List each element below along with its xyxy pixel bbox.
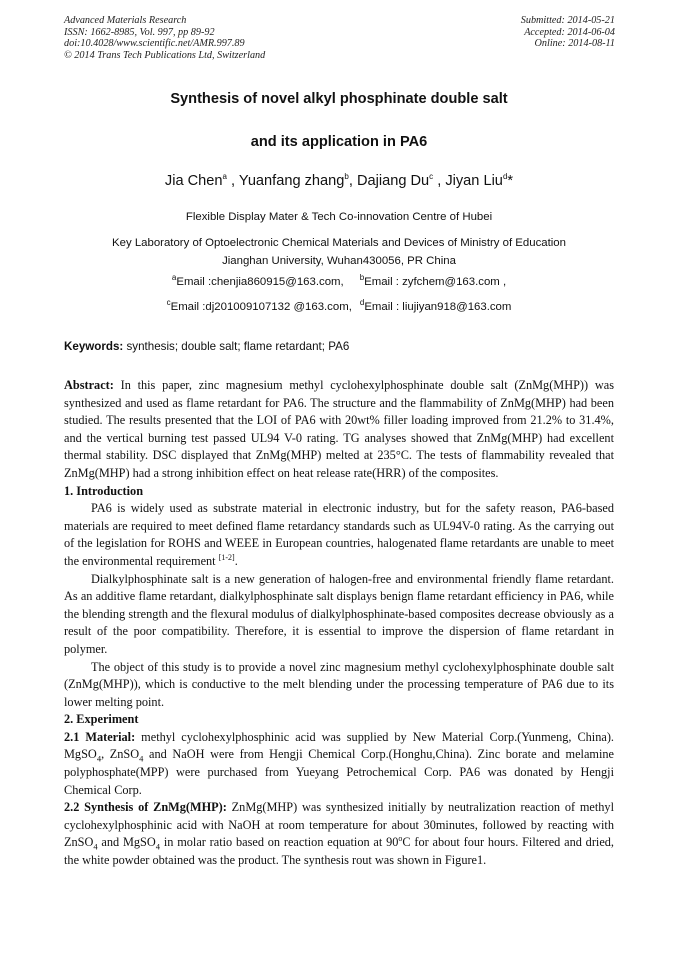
author-mark: c (429, 172, 434, 182)
author-list (30, 173, 648, 189)
author-separator: , (348, 173, 357, 189)
email-mark: a (171, 273, 177, 283)
journal-copyright: © 2014 Trans Tech Publications Ltd, Switzerland (64, 49, 266, 61)
corresponding-mark: * (507, 173, 514, 189)
citation: [1-2] (218, 552, 235, 562)
paper-title-line-1: Synthesis of novel alkyl phosphinate double salt (170, 91, 508, 107)
author-mark: a (222, 172, 227, 182)
email-c: Email :dj201009107132 @163.com, (170, 301, 352, 313)
journal-header (64, 15, 265, 61)
abstract (64, 377, 614, 483)
subscript: 4 (96, 753, 102, 764)
affiliation-line-3: Jianghan University, Wuhan430056, PR China (222, 255, 456, 267)
author-name: Jia Chen (164, 173, 223, 189)
author-mark: b (344, 172, 349, 182)
journal-issn: ISSN: 1662-8985, Vol. 997, pp 89-92 (64, 26, 215, 38)
author-name: Dajiang Du (356, 173, 430, 189)
keywords (64, 340, 349, 353)
synthesis-text: ZnMg(MHP) was synthesized initially by neutralization reaction of methyl cyclohexylphosphinic acid with NaOH at room temperature for about 30minutes, followed by reacting with ZnSO (64, 800, 614, 850)
email-mark: b (359, 273, 365, 283)
email-a: Email :chenjia860915@163.com, (176, 276, 344, 288)
author-name: Jiyan Liu (445, 173, 503, 189)
superscript: o (398, 834, 403, 844)
affiliation-line-2: Key Laboratory of Optoelectronic Chemical Materials and Devices of Ministry of Education (112, 237, 566, 249)
paper-body (64, 377, 614, 870)
abstract-text: In this paper, zinc magnesium methyl cyclohexylphosphinate double salt (ZnMg(MHP)) was synthesized and used as flame retardant for PA6. The structure and the flammability of ZnMg(MHP) had been studied. The results presented that the LOI of PA6 with 20wt% filler loading improved from 21.2% to 31.4%, and the vertical burning test passed UL94 V-0 rating. TG analyses showed that ZnMg(MHP) had excellent thermal stability. DSC displayed that ZnMg(MHP) melted at 235°C. The tests of flammability revealed that ZnMg(MHP) had a strong inhibition effect on heat release rate(HRR) of the composites. (64, 378, 614, 480)
intro-paragraph-1-end: . (234, 553, 238, 568)
subscript: 4 (93, 841, 98, 852)
email-b: Email : zyfchem@163.com , (364, 276, 507, 288)
journal-doi: doi:10.4028/www.scientific.net/AMR.997.89 (64, 38, 245, 50)
intro-paragraph-2: Dialkylphosphinate salt is a new generation of halogen-free and environmental friendly flame retardant. As an additive flame retardant, dialkylphosphinate salt displays benign flame retardant efficiency in PA6, while the blending strength and the flexural modulus of dialkylphosphinate-based composites decrease obviously as a result of the poor compatibility. Therefore, it is essential to improve the dispersion of flame retardant in polymer. (64, 571, 614, 656)
email-line-2 (30, 298, 648, 313)
date-accepted: Accepted: 2014-06-04 (524, 26, 615, 38)
material-text: , ZnSO (101, 747, 140, 762)
author-mark: d (502, 172, 508, 182)
author-separator: , (433, 173, 446, 189)
section-heading-introduction: 1. Introduction (64, 483, 144, 498)
subscript: 4 (155, 841, 161, 852)
email-d: Email : liujiyan918@163.com (364, 301, 512, 313)
date-online: Online: 2014-08-11 (534, 38, 615, 50)
journal-name: Advanced Materials Research (64, 15, 187, 26)
affiliation-line-1: Flexible Display Mater & Tech Co-innovation Centre of Hubei (185, 211, 493, 223)
intro-paragraph-1 (64, 500, 614, 570)
date-submitted: Submitted: 2014-05-21 (520, 15, 615, 26)
abstract-label: Abstract: (64, 378, 114, 392)
material-text: and NaOH were from Hengji Chemical Corp.(Honghu,China). Zinc borate and melamine polyphosphate(MPP) were purchased from Yueyang Petrochemical Corp. PA6 was donated by Hengji Chemical Corp. (64, 747, 614, 797)
material-label: 2.1 Material: (64, 729, 136, 744)
synthesis-paragraph (64, 799, 614, 869)
author-name: Yuanfang zhang (238, 173, 345, 189)
email-mark: d (359, 298, 365, 308)
author-separator: , (226, 173, 239, 189)
synthesis-text: in molar ratio based on reaction equation at 90 (160, 835, 399, 850)
material-paragraph (64, 729, 614, 799)
subscript: 4 (139, 753, 144, 764)
material-text: methyl cyclohexylphosphinic acid was supplied by New Material Corp.(Yunmeng, China). MgSO (64, 729, 614, 762)
intro-paragraph-3: The object of this study is to provide a novel zinc magnesium methyl cyclohexylphosphinate double salt (ZnMg(MHP)), which is conductive to the melt blending under the processing temperature of PA6 due to its lower melting point. (64, 659, 614, 709)
paper-title-line-2: and its application in PA6 (250, 134, 428, 150)
synthesis-label: 2.2 Synthesis of ZnMg(MHP): (64, 800, 227, 815)
synthesis-text: C for about four hours. Filtered and dried, the white powder obtained was the product. The synthesis rout was shown in Figure1. (64, 835, 615, 868)
section-heading-experiment: 2. Experiment (64, 712, 139, 727)
synthesis-text: and MgSO (97, 835, 156, 850)
email-line-1 (30, 273, 648, 288)
email-mark: c (166, 298, 171, 308)
date-header (521, 15, 615, 50)
keywords-text: synthesis; double salt; flame retardant; PA6 (123, 340, 350, 353)
intro-paragraph-1-text: PA6 is widely used as substrate material in electronic industry, but for the safety reason, PA6-based materials are required to meet defined flame retardancy standards such as UL94V-0 rating. As the carrying out of the legislation for ROHS and WEEE in European countries, halogenated flame retardants are unable to meet the environmental requirement (64, 501, 614, 568)
keywords-label: Keywords: (64, 340, 124, 353)
